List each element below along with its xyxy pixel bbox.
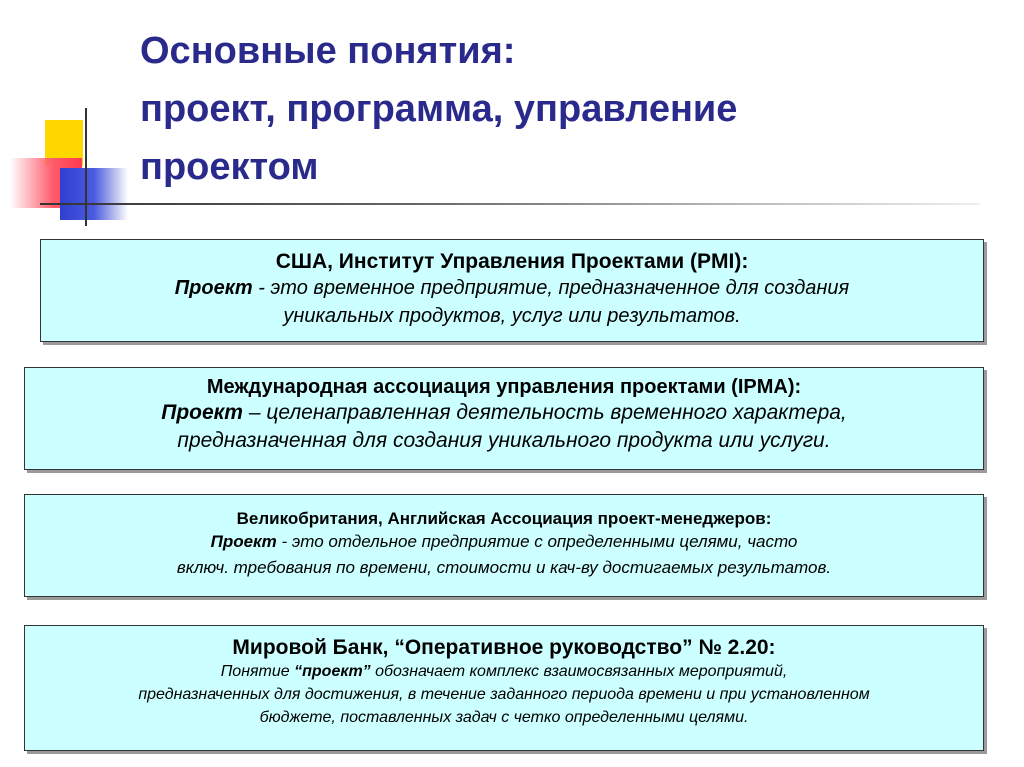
definition-box-uk	[24, 494, 984, 597]
definition-term-prefix: Понятие	[220, 663, 295, 680]
definition-box-ipma	[24, 367, 984, 470]
slide-title	[140, 22, 1000, 196]
definition-text	[25, 399, 983, 427]
definition-term: “проект”	[294, 663, 371, 680]
definition-source: США, Институт Управления Проектами (PMI):	[275, 250, 749, 273]
definition-line: уникальных продуктов, услуг или результатов.	[283, 305, 741, 327]
definition-term: Проект	[161, 401, 243, 424]
definition-line: – целенаправленная деятельность временного характера,	[242, 401, 847, 424]
definition-box-worldbank	[24, 625, 984, 751]
definition-text	[41, 274, 983, 302]
definition-text	[25, 660, 983, 683]
definition-source: Мировой Банк, “Оперативное руководство” № 2.20:	[232, 636, 776, 659]
title-underline	[40, 203, 980, 205]
vertical-rule	[85, 108, 87, 226]
definition-line: предназначенная для создания уникального продукта или услуги.	[177, 429, 831, 452]
blue-square	[60, 168, 128, 220]
definition-line: - это отдельное предприятие с определенными целями, часто	[276, 532, 798, 551]
definition-text	[25, 529, 983, 555]
definition-line: предназначенных для достижения, в течение заданного периода времени и при установленном	[138, 686, 870, 703]
title-line-2: проект, программа, управление	[140, 88, 738, 130]
definition-source: Международная ассоциация управления проектами (IPMA):	[206, 376, 802, 398]
definition-term: Проект	[210, 532, 277, 551]
definition-term: Проект	[174, 277, 253, 299]
title-line-3: проектом	[140, 146, 319, 188]
definition-line: бюджете, поставленных задач с четко определенными целями.	[259, 709, 749, 726]
definition-line: - это временное предприятие, предназначенное для создания	[252, 277, 850, 299]
definition-source: Великобритания, Английская Ассоциация проект-менеджеров:	[236, 509, 772, 528]
definition-box-pmi	[40, 239, 984, 342]
definition-line: обозначает комплекс взаимосвязанных мероприятий,	[370, 663, 788, 680]
title-line-1: Основные понятия:	[140, 30, 516, 72]
definition-line: включ. требования по времени, стоимости и кач-ву достигаемых результатов.	[176, 558, 832, 577]
